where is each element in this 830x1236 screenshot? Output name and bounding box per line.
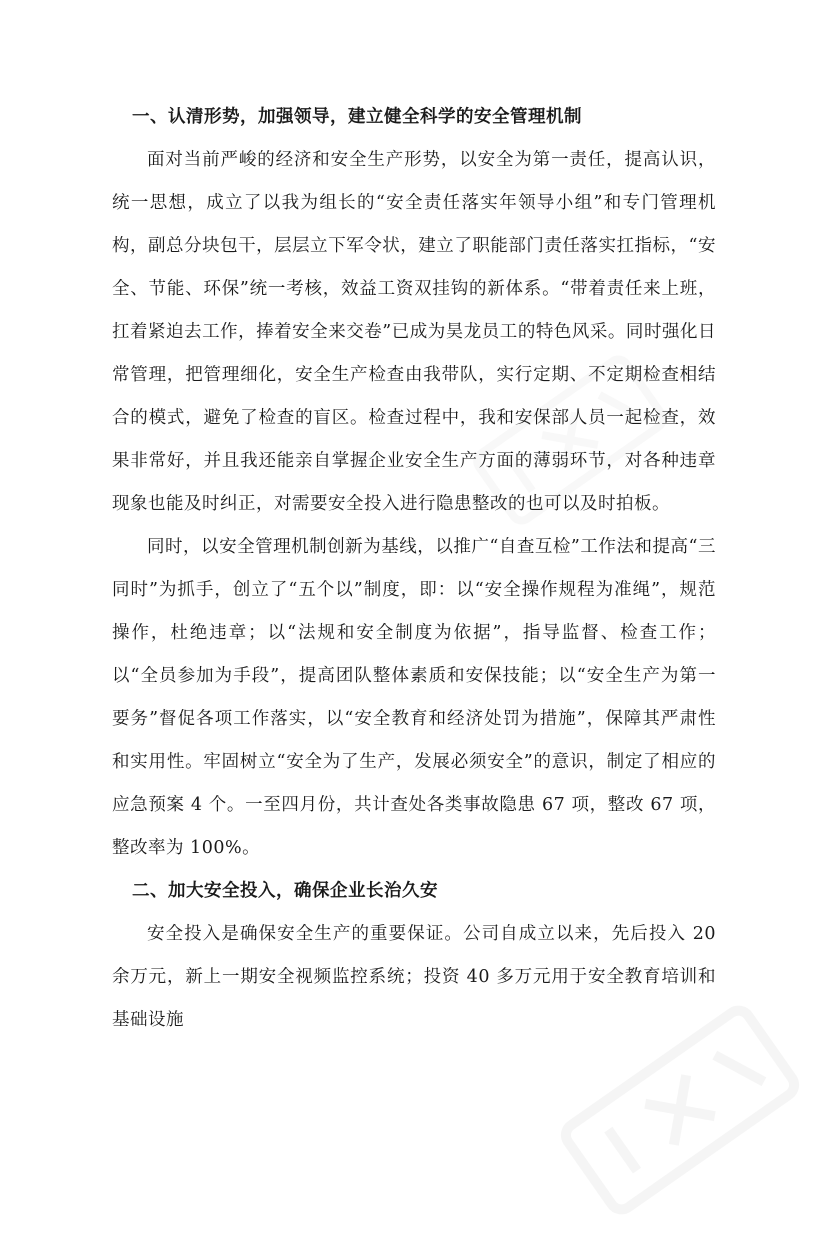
paragraph-1-1: 面对当前严峻的经济和安全生产形势，以安全为第一责任，提高认识，统一思想，成立了以我为组长的“安全责任落实年领导小组”和专门管理机构，副总分块包干，层层立下军令状，建立了职能部门责任落实扛指标，“安全、节能、环保”统一考核，效益工资双挂钩的新体系。“带着责任来上班，扛着紧迫去工作，捧着安全来交卷”已成为昊龙员工的特色风采。同时强化日常管理，把管理细化，安全生产检查由我带队，实行定期、不定期检查相结合的模式，避免了检查的盲区。检查过程中，我和安保部人员一起检查，效果非常好，并且我还能亲自掌握企业安全生产方面的薄弱环节，对各种违章现象也能及时纠正，对需要安全投入进行隐患整改的也可以及时拍板。: [112, 150, 716, 514]
paragraph-1-2: 同时，以安全管理机制创新为基线，以推广“自查互检”工作法和提高“三同时”为抓手，创立了“五个以”制度，即：以“安全操作规程为准绳”，规范操作，杜绝违章；以“法规和安全制度为依据”，指导监督、检查工作；以“全员参加为手段”，提高团队整体素质和安保技能；以“安全生产为第一要务”督促各项工作落实，以“安全教育和经济处罚为措施”，保障其严肃性和实用性。牢固树立“安全为了生产，发展必须安全”的意识，制定了相应的应急预案 4 个。一至四月份，共计查处各类事故隐患 67 项，整改 67 项，整改率为 100%。: [112, 537, 716, 858]
section-heading-2: 二、加大安全投入，确保企业长治久安: [132, 881, 438, 901]
paragraph-2-1: 安全投入是确保安全生产的重要保证。公司自成立以来，先后投入 20 余万元，新上一期安全视频监控系统；投资 40 多万元用于安全教育培训和基础设施: [112, 924, 716, 1030]
document-body: [112, 96, 716, 1042]
section-heading-1: 一、认清形势，加强领导，建立健全科学的安全管理机制: [132, 107, 582, 127]
